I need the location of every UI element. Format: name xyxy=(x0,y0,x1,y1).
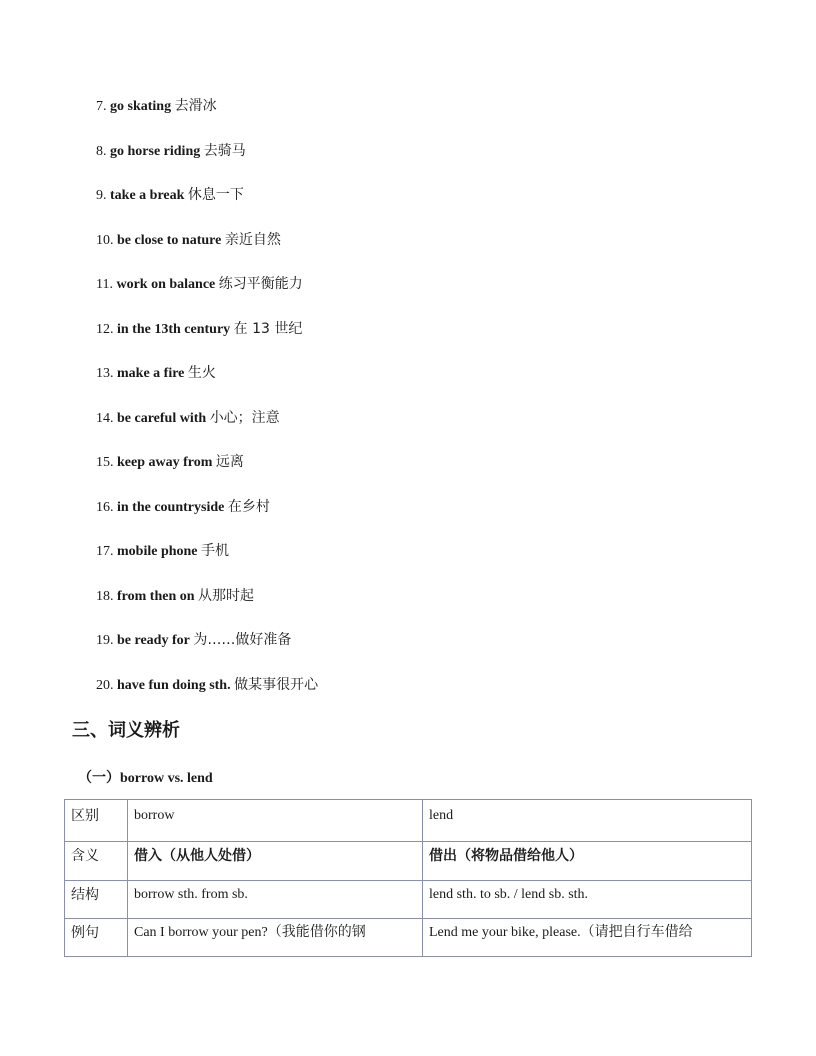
list-item xyxy=(96,141,318,186)
chinese-meaning: 在乡村 xyxy=(227,498,270,515)
item-number: 9. xyxy=(96,188,107,203)
chinese-meaning: 小心；注意 xyxy=(209,409,280,426)
cell-lend: lend sth. to sb. / lend sb. sth. xyxy=(423,881,752,919)
chinese-meaning: 远离 xyxy=(215,454,244,470)
comparison-table xyxy=(64,799,752,957)
item-number: 12. xyxy=(96,321,114,337)
cell-lend: lend xyxy=(423,800,752,842)
chinese-meaning: 去骑马 xyxy=(203,142,246,159)
list-item xyxy=(96,274,318,319)
chinese-meaning: 从那时起 xyxy=(198,587,255,604)
table-row xyxy=(65,881,752,919)
item-number: 7. xyxy=(96,99,107,114)
list-item xyxy=(96,185,318,230)
row-label: 结构 xyxy=(65,881,128,919)
chinese-meaning: 为……做好准备 xyxy=(193,632,292,648)
table-row xyxy=(65,800,752,842)
item-number: 19. xyxy=(96,633,114,648)
english-phrase: have fun doing sth. xyxy=(117,677,231,693)
row-label: 区别 xyxy=(65,800,128,842)
english-phrase: work on balance xyxy=(116,277,216,292)
english-phrase: keep away from xyxy=(117,455,213,470)
english-phrase: make a fire xyxy=(117,366,185,381)
item-number: 13. xyxy=(96,366,114,381)
item-number: 17. xyxy=(96,544,114,559)
section-heading: 三、词义辨析 xyxy=(72,720,180,741)
list-item xyxy=(96,497,318,542)
item-number: 11. xyxy=(96,277,113,292)
english-phrase: in the countryside xyxy=(117,499,225,515)
chinese-meaning: 休息一下 xyxy=(187,187,244,203)
phrase-list xyxy=(96,96,318,719)
chinese-meaning: 生火 xyxy=(187,365,216,381)
english-phrase: go skating xyxy=(110,99,172,114)
list-item xyxy=(96,230,318,275)
subsection-prefix: （一） xyxy=(78,770,120,786)
row-label: 例句 xyxy=(65,919,128,957)
list-item xyxy=(96,452,318,497)
cell-lend: Lend me your bike, please.（请把自行车借给 xyxy=(423,919,752,957)
english-phrase: be close to nature xyxy=(117,232,222,248)
cell-borrow: Can I borrow your pen?（我能借你的钢 xyxy=(128,919,423,957)
list-item xyxy=(96,96,318,141)
item-number: 18. xyxy=(96,588,114,604)
item-number: 10. xyxy=(96,232,114,248)
subsection-title: borrow vs. lend xyxy=(120,771,213,786)
cell-borrow: borrow xyxy=(128,800,423,842)
item-number: 15. xyxy=(96,455,114,470)
list-item xyxy=(96,630,318,675)
list-item xyxy=(96,675,318,720)
chinese-meaning: 去滑冰 xyxy=(174,98,217,114)
table-row xyxy=(65,842,752,881)
chinese-meaning: 手机 xyxy=(201,543,230,559)
list-item xyxy=(96,408,318,453)
chinese-meaning: 做某事很开心 xyxy=(234,676,319,693)
list-item xyxy=(96,541,318,586)
cell-borrow: 借入（从他人处借） xyxy=(128,842,423,881)
english-phrase: take a break xyxy=(110,188,185,203)
list-item xyxy=(96,363,318,408)
item-number: 20. xyxy=(96,677,114,693)
list-item xyxy=(96,319,318,364)
item-number: 16. xyxy=(96,499,114,515)
english-phrase: be careful with xyxy=(117,410,207,426)
english-phrase: from then on xyxy=(117,588,195,604)
table-row xyxy=(65,919,752,957)
item-number: 14. xyxy=(96,410,114,426)
english-phrase: in the 13th century xyxy=(117,321,231,337)
chinese-meaning: 亲近自然 xyxy=(224,231,281,248)
english-phrase: mobile phone xyxy=(117,544,198,559)
chinese-meaning: 练习平衡能力 xyxy=(218,276,303,292)
list-item xyxy=(96,586,318,631)
row-label: 含义 xyxy=(65,842,128,881)
item-number: 8. xyxy=(96,143,107,159)
subsection-heading xyxy=(78,768,213,789)
english-phrase: be ready for xyxy=(117,633,190,648)
english-phrase: go horse riding xyxy=(110,143,201,159)
cell-lend: 借出（将物品借给他人） xyxy=(423,842,752,881)
cell-borrow: borrow sth. from sb. xyxy=(128,881,423,919)
chinese-meaning: 在 13 世纪 xyxy=(233,320,303,337)
